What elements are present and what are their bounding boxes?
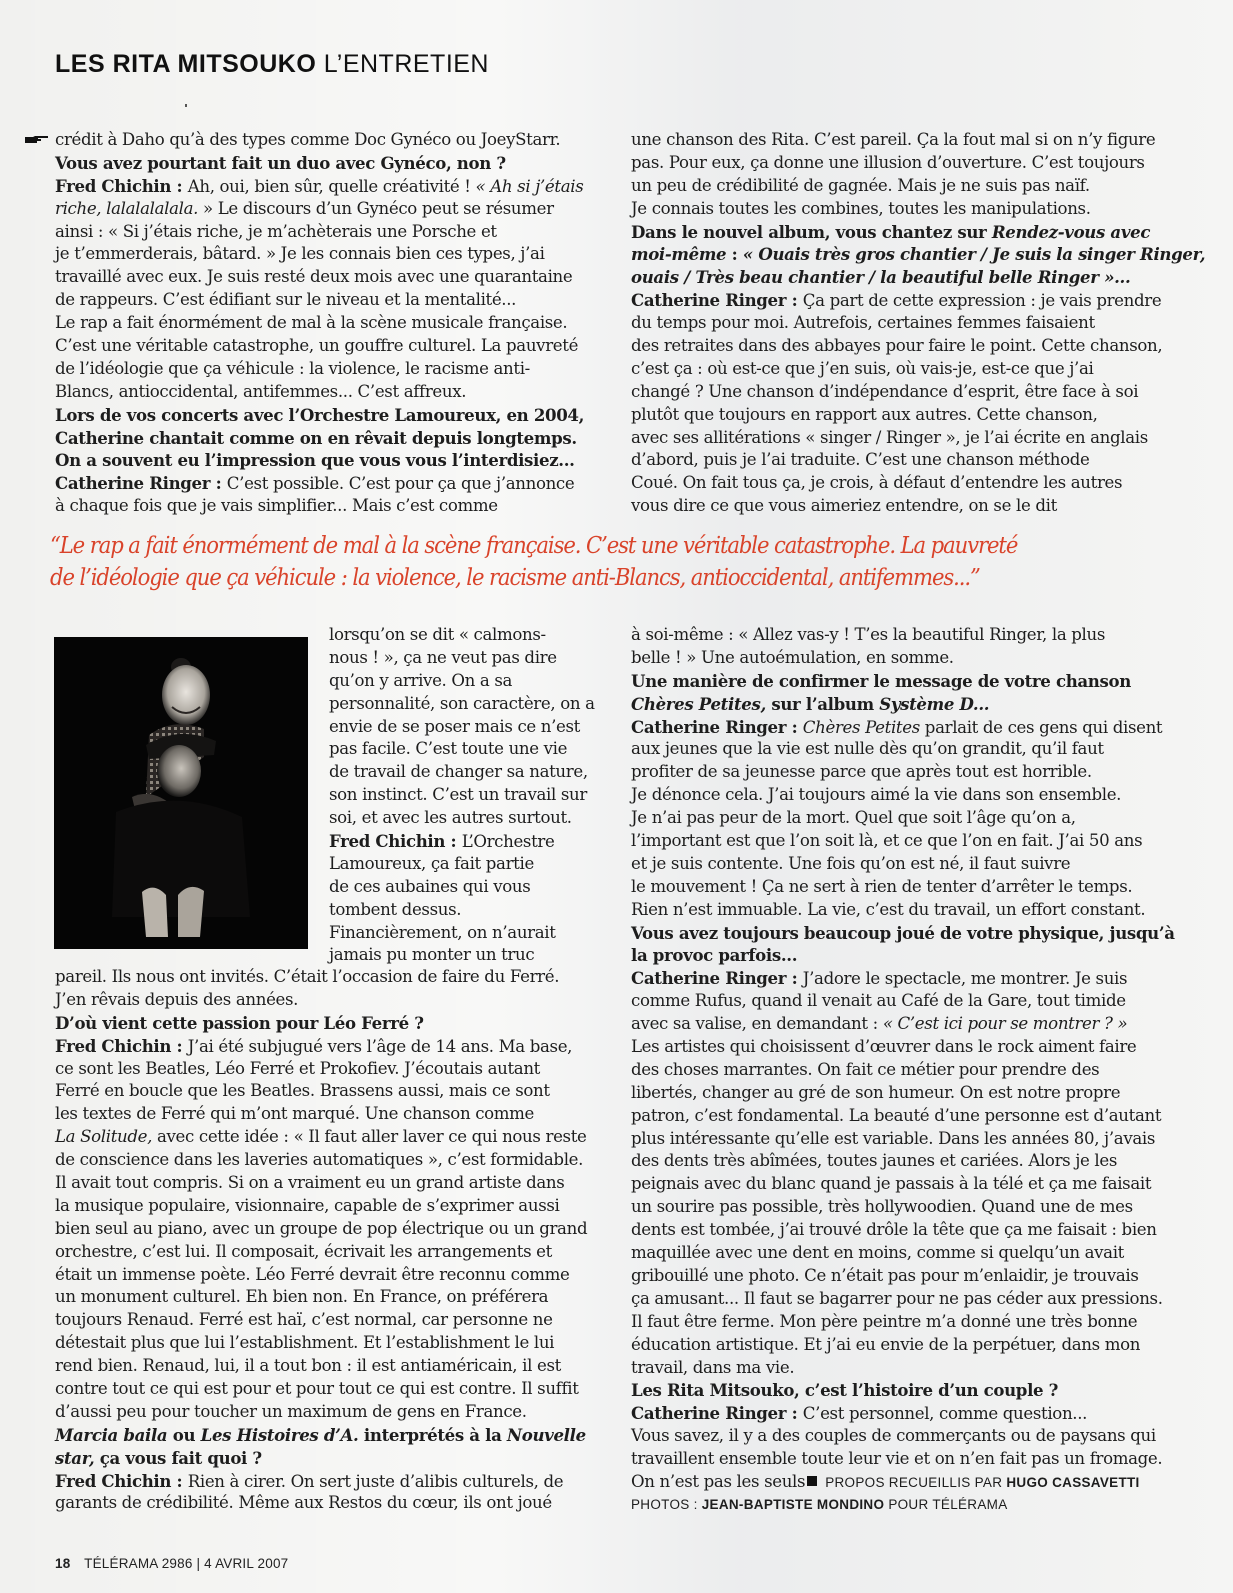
emphasis-text: sur l’album <box>765 693 880 714</box>
interview-credit <box>825 1475 1139 1490</box>
text-line <box>55 312 584 335</box>
text-line <box>631 1334 1175 1357</box>
page-number: 18 <box>55 1556 71 1571</box>
emphasis-text: la provoc parfois... <box>631 945 798 966</box>
body-text: Je dénonce cela. J’ai toujours aimé la vie dans son ensemble. <box>631 785 1122 805</box>
text-line <box>631 1036 1175 1059</box>
text-line <box>631 312 1205 335</box>
emphasis-text: Les Histoires d’A. <box>200 1424 359 1445</box>
body-text: garants de crédibilité. Même aux Restos du cœur, ils ont joué <box>55 1493 552 1513</box>
text-line <box>631 449 1205 472</box>
body-text: toujours Renaud. Ferré est haï, c’est normal, car personne ne <box>55 1310 553 1330</box>
body-text: bien seul au piano, avec un groupe de pop électrique ou un grand <box>55 1218 588 1238</box>
text-line <box>329 784 595 807</box>
text-line <box>631 335 1205 358</box>
text-line <box>631 807 1175 830</box>
emphasis-text: Fred Chichin : <box>55 1035 188 1056</box>
text-line <box>631 1448 1175 1471</box>
body-text: l’important est que l’on soit là, et ce que l’on en fait. J’ai 50 ans <box>631 831 1143 851</box>
text-line <box>329 922 595 945</box>
body-text: pas. Pour eux, ça donne une illusion d’ouverture. C’est toujours <box>631 152 1145 172</box>
text-line <box>55 1195 587 1218</box>
text-line <box>329 876 595 899</box>
body-text: Rien à cirer. On sert juste d’alibis culturels, de <box>187 1471 564 1491</box>
text-line <box>631 647 1175 670</box>
text-line <box>631 1196 1175 1219</box>
text-line <box>55 1286 587 1309</box>
text-line <box>631 1105 1175 1128</box>
text-line <box>631 129 1205 152</box>
body-text: à soi-même : « Allez vas-y ! T’es la beautiful Ringer, la plus <box>631 625 1106 644</box>
body-text: d’aussi peu pour toucher un maximum de gens en France. <box>55 1401 527 1421</box>
body-text: nous ! », ça ne veut pas dire <box>329 647 557 667</box>
emphasis-text: Vous avez pourtant fait un duo avec Gynéco, non ? <box>55 152 506 173</box>
text-line <box>55 1035 587 1058</box>
body-text: jamais pu monter un truc <box>329 945 535 965</box>
italic-text: La Solitude, <box>55 1127 153 1147</box>
emphasis-text: Nouvelle <box>506 1424 586 1445</box>
text-line <box>631 899 1175 922</box>
pull-quote-line: “Le rap a fait énormément de mal à la scène française. C’est une véritable catastrophe. La pauvreté <box>50 533 1018 559</box>
text-line <box>55 1355 587 1378</box>
column-narrow-beside-photo <box>329 624 595 967</box>
text-line <box>631 1219 1175 1242</box>
text-line <box>55 221 584 244</box>
emphasis-text: Catherine Ringer : <box>631 716 803 737</box>
body-text: de conscience dans les laveries automatiques », c’est formidable. <box>55 1150 584 1170</box>
body-text: Il avait tout compris. Si on a vraiment eu un grand artiste dans <box>55 1173 565 1193</box>
text-line <box>55 1492 587 1515</box>
text-line <box>55 1332 587 1355</box>
emphasis-text: interprétés à la <box>358 1424 507 1445</box>
text-line <box>55 289 584 312</box>
text-line <box>631 853 1175 876</box>
text-line <box>329 647 595 670</box>
body-text: C’est personnel, comme question... <box>802 1404 1088 1424</box>
pull-quote-line: de l’idéologie que ça véhicule : la violence, le racisme anti-Blancs, antioccidental, antifemmes...” <box>50 565 980 591</box>
body-text: Lamoureux, ça fait partie <box>329 853 534 873</box>
italic-text: « Ah si j’étais <box>475 176 584 196</box>
credit-author: HUGO CASSAVETTI <box>1006 1474 1140 1490</box>
publication-info: TÉLÉRAMA 2986 | 4 AVRIL 2007 <box>84 1556 289 1571</box>
emphasis-text: Chères Petites, <box>631 693 766 714</box>
text-line <box>631 693 1175 716</box>
body-text: travaillé avec eux. Je suis resté deux mois avec une quarantaine <box>55 267 573 287</box>
emphasis-text: Catherine Ringer : <box>631 1403 803 1424</box>
text-line <box>631 1242 1175 1265</box>
text-line <box>631 876 1175 899</box>
text-line <box>631 784 1175 807</box>
portrait-photo-illustration <box>54 637 308 949</box>
text-line <box>55 243 584 266</box>
column-bottom-right-body <box>631 624 1175 1471</box>
text-line <box>55 1241 587 1264</box>
emphasis-text: : <box>726 244 743 265</box>
text-line <box>55 1080 587 1103</box>
body-text: envie de se poser mais ce n’est <box>329 716 580 736</box>
italic-text: « C’est ici pour se montrer ? » <box>882 1014 1128 1034</box>
text-line <box>631 944 1175 967</box>
text-line <box>631 1402 1175 1425</box>
text-line <box>631 716 1175 739</box>
text-line <box>631 1082 1175 1105</box>
text-line <box>55 1149 587 1172</box>
body-text: Je connais toutes les combines, toutes les manipulations. <box>631 198 1091 218</box>
body-text: J’ai été subjugué vers l’âge de 14 ans. Ma base, <box>187 1036 573 1056</box>
text-line <box>631 427 1205 450</box>
text-line <box>631 830 1175 853</box>
column-bottom-left <box>55 966 587 1515</box>
body-text: un sourire pas possible, très hollywoodien. Quand une de mes <box>631 1197 1133 1217</box>
text-line <box>631 175 1205 198</box>
photo-credit <box>631 1494 1175 1517</box>
emphasis-text: Catherine Ringer : <box>55 473 227 494</box>
text-line <box>55 175 584 198</box>
body-text: peignais avec du blanc quand je passais à la télé et ça me faisait <box>631 1174 1152 1194</box>
body-text: le mouvement ! Ça ne sert à rien de tenter d’arrêter le temps. <box>631 876 1133 896</box>
text-line <box>329 899 595 922</box>
body-text: était un immense poète. Léo Ferré devrait être reconnu comme <box>55 1264 570 1284</box>
text-line <box>631 1357 1175 1380</box>
text-line <box>631 221 1205 244</box>
text-line <box>55 1378 587 1401</box>
text-line <box>55 1401 587 1424</box>
text-line <box>631 1150 1175 1173</box>
body-text: d’abord, puis je l’ai traduite. C’est une chanson méthode <box>631 450 1090 470</box>
body-text: J’adore le spectacle, me montrer. Je suis <box>802 969 1128 989</box>
body-text: lorsqu’on se dit « calmons- <box>329 625 546 644</box>
emphasis-text: moi-même <box>631 244 727 265</box>
text-line <box>55 1172 587 1195</box>
body-text: C’est une véritable catastrophe, un gouffre culturel. La pauvreté <box>55 336 579 356</box>
body-text: du temps pour moi. Autrefois, certaines femmes faisaient <box>631 313 1095 333</box>
body-text: maquillée avec une dent en moins, comme si quelqu’un avait <box>631 1243 1124 1263</box>
text-line <box>55 1309 587 1332</box>
body-text: plutôt que toujours en rapport aux autres. Cette chanson, <box>631 404 1098 424</box>
body-text: de rappeurs. C’est édifiant sur le niveau et la mentalité... <box>55 290 517 310</box>
body-text: Coué. On fait tous ça, je crois, à défaut d’entendre les autres <box>631 473 1123 493</box>
text-line <box>631 738 1175 761</box>
body-text: belle ! » Une autoémulation, en somme. <box>631 647 954 667</box>
text-line <box>631 472 1205 495</box>
text-line <box>631 381 1205 404</box>
body-text: c’est ça : où est-ce que j’en suis, où vais-je, est-ce que j’ai <box>631 358 1094 378</box>
page-footer <box>55 1556 288 1571</box>
body-text: crédit à Daho qu’à des types comme Doc Gynéco ou JoeyStarr. <box>55 130 561 149</box>
text-line <box>329 693 595 716</box>
emphasis-text: Une manière de confirmer le message de votre chanson <box>631 670 1131 691</box>
text-line <box>55 198 584 221</box>
text-line <box>55 1264 587 1287</box>
body-text: vous dire ce que vous aimeriez entendre, on se le dit <box>631 496 1057 516</box>
emphasis-text: ouais / Très beau chantier / la beautiful belle Ringer »... <box>631 267 1131 288</box>
photo-credit-author: JEAN-BAPTISTE MONDINO <box>701 1496 885 1512</box>
text-line <box>55 381 584 404</box>
text-line <box>329 944 595 967</box>
body-text: travaillent ensemble toute leur vie et on n’en fait pas un fromage. <box>631 1449 1163 1469</box>
body-text: Ah, oui, bien sûr, quelle créativité ! <box>187 176 476 196</box>
body-text: gribouillé une photo. Ce n’était pas pour m’enlaidir, je trouvais <box>631 1265 1139 1285</box>
body-text: changé ? Une chanson d’indépendance d’esprit, être face à soi <box>631 381 1139 401</box>
closing-text: On n’est pas les seuls <box>631 1471 806 1491</box>
emphasis-text: On a souvent eu l’impression que vous vous l’interdisiez... <box>55 450 575 471</box>
body-text: comme Rufus, quand il venait au Café de la Gare, tout timide <box>631 991 1126 1011</box>
text-line <box>631 1311 1175 1334</box>
text-line <box>329 761 595 784</box>
body-text: profiter de sa jeunesse parce que après tout est horrible. <box>631 762 1092 782</box>
photo-credit-suffix: POUR TÉLÉRAMA <box>884 1496 1008 1512</box>
body-text: ce sont les Beatles, Léo Ferré et Prokofiev. J’écoutais autant <box>55 1058 540 1078</box>
body-text: Il faut être ferme. Mon père peintre m’a donné une très bonne <box>631 1311 1138 1331</box>
body-text: Ferré en boucle que les Beatles. Brassens aussi, mais ce sont <box>55 1081 550 1101</box>
text-line <box>631 922 1175 945</box>
body-text: C’est possible. C’est pour ça que j’annonce <box>226 474 575 494</box>
credit-prefix: PROPOS RECUEILLIS PAR <box>825 1474 1007 1490</box>
body-text: détestait plus que lui l’establishment. Et l’establishment le lui <box>55 1333 555 1353</box>
body-text: plus intéressante qu’elle est variable. Dans les années 80, j’avais <box>631 1128 1156 1148</box>
body-text: à chaque fois que je vais simplifier... Mais c’est comme <box>55 496 498 516</box>
text-line <box>55 1058 587 1081</box>
body-text: rend bien. Renaud, lui, il a tout bon : il est antiaméricain, il est <box>55 1356 561 1376</box>
body-text: Ça part de cette expression : je vais prendre <box>802 291 1162 311</box>
emphasis-text: star, <box>55 1447 95 1468</box>
body-text: orchestre, c’est lui. Il composait, écrivait les arrangements et <box>55 1241 552 1261</box>
emphasis-text: ou <box>167 1424 201 1445</box>
body-text: je t’emmerderais, bâtard. » Je les connais bien ces types, j’ai <box>55 244 545 264</box>
text-line <box>55 472 584 495</box>
body-text: Blancs, antioccidental, antifemmes... C’est affreux. <box>55 381 467 401</box>
emphasis-text: D’où vient cette passion pour Léo Ferré ? <box>55 1012 424 1033</box>
text-line <box>55 1424 587 1447</box>
text-line <box>329 738 595 761</box>
text-line <box>55 335 584 358</box>
emphasis-text: Marcia baila <box>55 1424 168 1445</box>
text-line <box>631 1379 1175 1402</box>
text-line <box>55 427 584 450</box>
text-line <box>329 670 595 693</box>
text-line <box>631 761 1175 784</box>
emphasis-text: « Ouais très gros chantier / Je suis la singer Ringer, <box>742 244 1206 265</box>
text-line <box>329 716 595 739</box>
column-bottom-right <box>631 624 1175 1517</box>
text-line <box>55 1126 587 1149</box>
body-text: personnalité, son caractère, on a <box>329 693 595 713</box>
text-line <box>631 198 1205 221</box>
emphasis-text: Système D... <box>879 693 990 714</box>
text-line <box>631 243 1205 266</box>
body-text: ainsi : « Si j’étais riche, je m’achèterais une Porsche et <box>55 221 497 241</box>
emphasis-text: Lors de vos concerts avec l’Orchestre Lamoureux, en 2004, <box>55 404 585 425</box>
emphasis-text: Fred Chichin : <box>55 1470 188 1491</box>
body-text: libertés, changer au gré de son humeur. On est notre propre <box>631 1082 1121 1102</box>
body-text: les textes de Ferré qui m’ont marqué. Une chanson comme <box>55 1104 535 1124</box>
pointing-hand-icon <box>24 135 50 145</box>
body-text: et je suis contente. Une fois qu’on est né, il faut suivre <box>631 853 1071 873</box>
text-line <box>329 853 595 876</box>
body-text: avec sa valise, en demandant : <box>631 1014 883 1034</box>
body-text: de ces aubaines qui vous <box>329 876 531 896</box>
text-line <box>55 266 584 289</box>
column-top-right <box>631 129 1205 518</box>
body-text: éducation artistique. Et j’ai eu envie de la perpétuer, dans mon <box>631 1334 1141 1354</box>
text-line <box>631 670 1175 693</box>
italic-text: Chères Petites <box>802 717 920 737</box>
text-line <box>55 449 584 472</box>
body-text: Le rap a fait énormément de mal à la scène musicale française. <box>55 313 568 333</box>
body-text: un monument culturel. Eh bien non. En France, on préférera <box>55 1287 549 1307</box>
text-line <box>55 129 584 152</box>
body-text: J’en rêvais depuis des années. <box>55 989 299 1009</box>
text-line <box>631 1288 1175 1311</box>
text-line <box>631 266 1205 289</box>
body-text: soi, et avec les autres surtout. <box>329 808 572 828</box>
text-line <box>631 1265 1175 1288</box>
photo-credit-prefix: PHOTOS : <box>631 1496 702 1512</box>
body-text: de travail de changer sa nature, <box>329 762 588 782</box>
text-line <box>55 1470 587 1493</box>
body-text: Vous savez, il y a des couples de commerçants ou de paysans qui <box>631 1426 1156 1446</box>
italic-text: riche, lalalalalala. <box>55 198 199 218</box>
pull-quote <box>50 530 1017 594</box>
text-line <box>631 152 1205 175</box>
closing-line <box>631 1471 1175 1494</box>
body-text: Je n’ai pas peur de la mort. Quel que soit l’âge qu’on a, <box>631 808 1076 828</box>
body-text: pareil. Ils nous ont invités. C’était l’occasion de faire du Ferré. <box>55 967 560 986</box>
text-line <box>631 624 1175 647</box>
text-line <box>631 967 1175 990</box>
body-text: L’Orchestre <box>461 832 555 852</box>
text-line <box>631 1013 1175 1036</box>
body-text: des dents très abîmées, toutes jaunes et cariées. Alors je les <box>631 1151 1118 1171</box>
text-line <box>631 495 1205 518</box>
body-text: son instinct. C’est un travail sur <box>329 785 587 805</box>
text-line <box>55 495 584 518</box>
text-line <box>631 404 1205 427</box>
emphasis-text: ça vous fait quoi ? <box>94 1447 262 1468</box>
body-text: contre tout ce qui est pour et pour tout ce qui est contre. Il suffit <box>55 1379 579 1399</box>
body-text: pas facile. C’est toute une vie <box>329 739 568 759</box>
body-text: ça amusant... Il faut se bagarrer pour ne pas céder aux pressions. <box>631 1288 1163 1308</box>
text-line <box>631 1425 1175 1448</box>
body-text: la musique populaire, visionnaire, capable de s’exprimer aussi <box>55 1195 560 1215</box>
text-line <box>55 1012 587 1035</box>
body-text: tombent dessus. <box>329 899 462 919</box>
body-text: qu’on y arrive. On a sa <box>329 670 513 690</box>
text-line <box>631 289 1205 312</box>
text-line <box>55 1218 587 1241</box>
text-line <box>55 1447 587 1470</box>
body-text: travail, dans ma vie. <box>631 1357 795 1377</box>
emphasis-text: Fred Chichin : <box>329 831 462 852</box>
body-text: dents est tombée, j’ai trouvé drôle la tête que ça me faisait : bien <box>631 1220 1157 1240</box>
text-line <box>55 358 584 381</box>
body-text: de l’idéologie que ça véhicule : la violence, le racisme anti- <box>55 358 530 378</box>
body-text: des choses marrantes. On fait ce métier pour prendre des <box>631 1059 1100 1079</box>
body-text: » Le discours d’un Gynéco peut se résumer <box>198 198 554 218</box>
body-text: des retraites dans des abbayes pour faire le point. Cette chanson, <box>631 336 1163 356</box>
section-kicker: L’ENTRETIEN <box>323 50 489 78</box>
emphasis-text: Dans le nouvel album, vous chantez sur <box>631 221 992 242</box>
body-text: Rien n’est immuable. La vie, c’est du travail, un effort constant. <box>631 899 1146 919</box>
body-text: avec cette idée : « Il faut aller laver ce qui nous reste <box>152 1127 587 1147</box>
body-text: Les artistes qui choisissent d’œuvrer dans le rock aiment faire <box>631 1037 1137 1057</box>
section-title: LES RITA MITSOUKO <box>55 50 317 78</box>
body-text: un peu de crédibilité de gagnée. Mais je ne suis pas naïf. <box>631 175 1090 195</box>
body-text: une chanson des Rita. C’est pareil. Ça la fout mal si on n’y figure <box>631 130 1156 149</box>
text-line <box>631 1128 1175 1151</box>
emphasis-text: Catherine Ringer : <box>631 290 803 311</box>
emphasis-text: Catherine Ringer : <box>631 968 803 989</box>
body-text: patron, c’est fondamental. La beauté d’une personne est d’autant <box>631 1105 1162 1125</box>
text-line <box>55 989 587 1012</box>
portrait-photo <box>54 637 308 949</box>
text-line <box>55 1103 587 1126</box>
emphasis-text: Catherine chantait comme on en rêvait depuis longtemps. <box>55 427 577 448</box>
text-line <box>55 966 587 989</box>
emphasis-text: Fred Chichin : <box>55 175 188 196</box>
body-text: avec ses allitérations « singer / Ringer », je l’ai écrite en anglais <box>631 427 1148 447</box>
section-header <box>55 50 489 79</box>
text-line <box>631 1173 1175 1196</box>
end-square-icon <box>807 1476 817 1486</box>
text-line <box>329 830 595 853</box>
text-line <box>631 358 1205 381</box>
text-line <box>329 807 595 830</box>
column-top-left <box>55 129 584 518</box>
text-line <box>631 990 1175 1013</box>
emphasis-text: Les Rita Mitsouko, c’est l’histoire d’un couple ? <box>631 1380 1059 1401</box>
body-text: parlait de ces gens qui disent <box>919 717 1163 737</box>
emphasis-text: Vous avez toujours beaucoup joué de votre physique, jusqu’à <box>631 922 1175 943</box>
text-line <box>55 152 584 175</box>
emphasis-text: Rendez-vous avec <box>991 221 1151 242</box>
text-line <box>631 1059 1175 1082</box>
text-line <box>55 404 584 427</box>
text-line <box>329 624 595 647</box>
body-text: aux jeunes que la vie est nulle dès qu’on grandit, qu’il faut <box>631 739 1104 759</box>
print-speck <box>185 104 187 107</box>
body-text: Financièrement, on n’aurait <box>329 922 556 942</box>
